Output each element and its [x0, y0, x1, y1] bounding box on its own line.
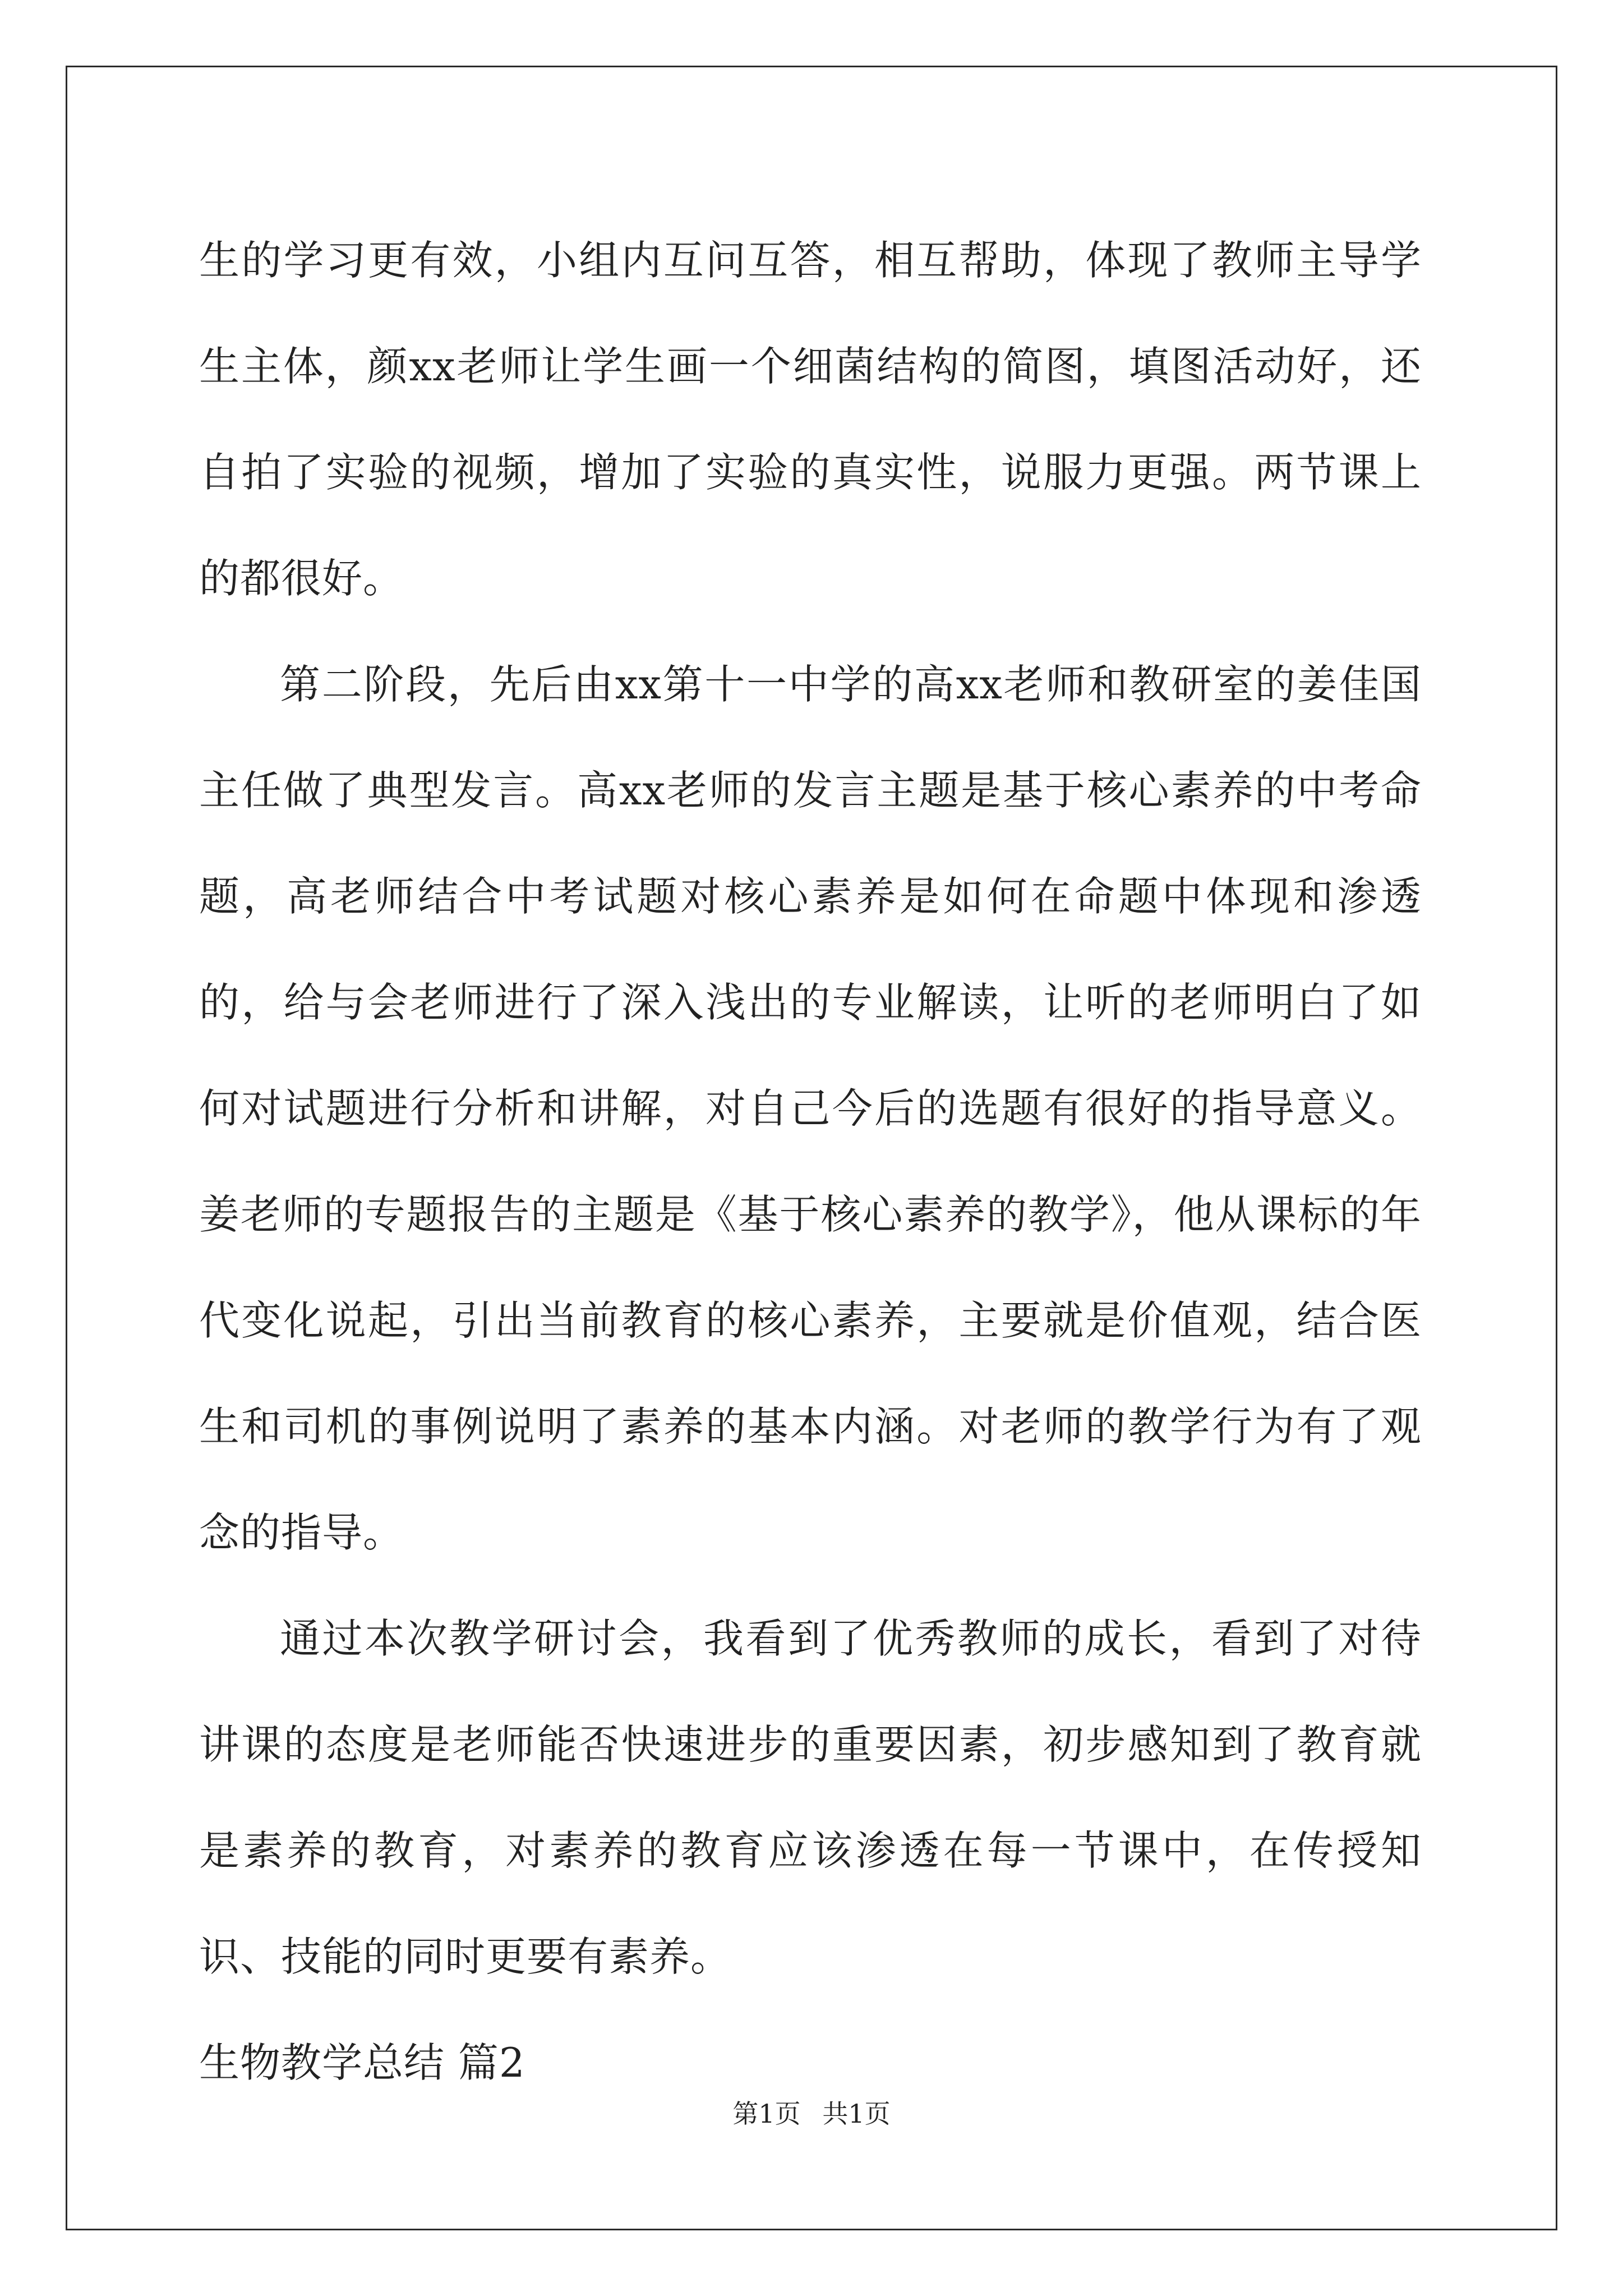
document-body: [199, 208, 1422, 2116]
page-number-current: 第1页: [732, 2099, 801, 2129]
paragraph-3: 通过本次教学研讨会，我看到了优秀教师的成长，看到了对待讲课的态度是老师能否快速进步的重要因素，初步感知到了教育就是素养的教育，对素养的教育应该渗透在每一节课中，在传授知识、技能的同时更要有素养。: [199, 1615, 1422, 1980]
page-number-total: 共1页: [822, 2099, 891, 2129]
paragraph-1: 生的学习更有效，小组内互问互答，相互帮助，体现了教师主导学生主体，颜xx老师让学生画一个细菌结构的简图，填图活动好，还自拍了实验的视频，增加了实验的真实性，说服力更强。两节课上的都很好。: [199, 237, 1422, 602]
section-heading: 生物教学总结 篇2: [199, 2039, 525, 2086]
page-footer: [0, 2097, 1623, 2131]
paragraph-2: 第二阶段，先后由xx第十一中学的高xx老师和教研室的姜佳国主任做了典型发言。高xx老师的发言主题是基于核心素养的中考命题，高老师结合中考试题对核心素养是如何在命题中体现和渗透的，给与会老师进行了深入浅出的专业解读，让听的老师明白了如何对试题进行分析和讲解，对自己今后的选题有很好的指导意义。姜老师的专题报告的主题是《基于核心素养的教学》，他从课标的年代变化说起，引出当前教育的核心素养，主要就是价值观，结合医生和司机的事例说明了素养的基本内涵。对老师的教学行为有了观念的指导。: [199, 661, 1422, 1556]
